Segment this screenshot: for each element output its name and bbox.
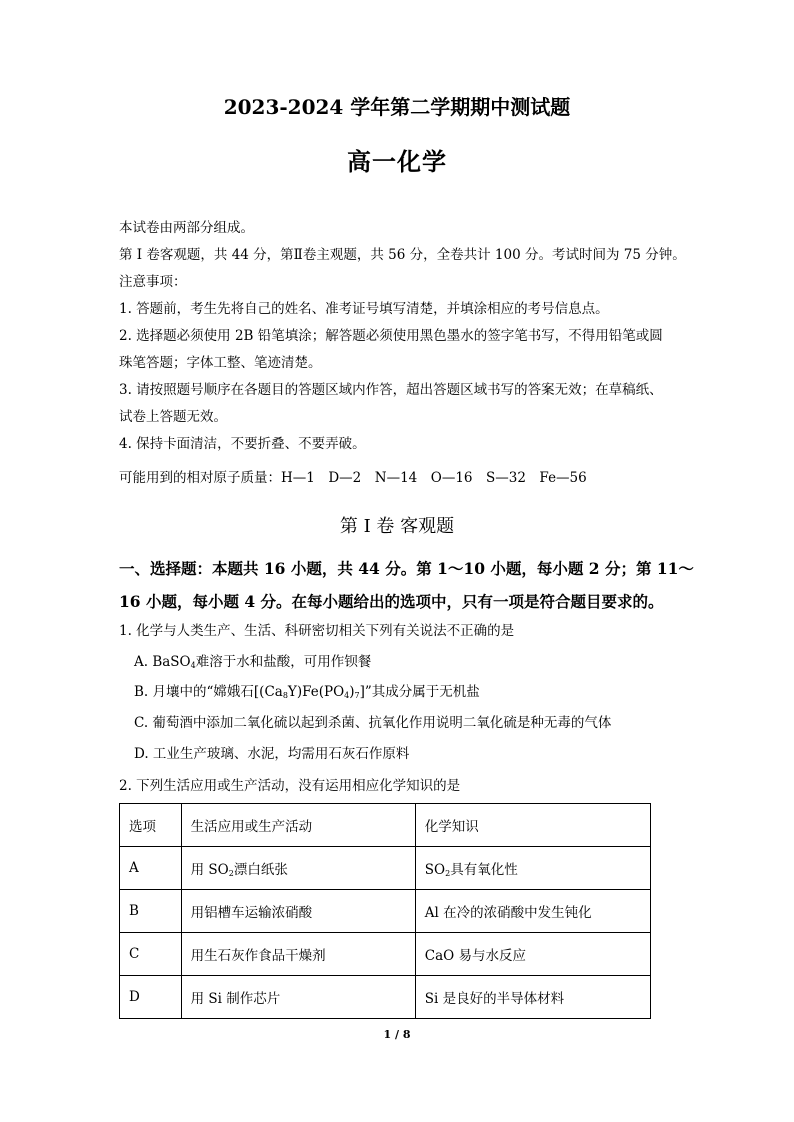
question-1-option-d: D. 工业生产玻璃、水泥，均需用石灰石作原料: [134, 746, 410, 762]
exam-title: 2023-2024 学年第二学期期中测试题: [223, 95, 571, 119]
table-header-row: [120, 804, 651, 847]
option-cell: A: [120, 847, 182, 890]
activity-cell: 用生石灰作食品干燥剂: [181, 933, 415, 976]
activity-cell: 用 $SO_2$漂白纸张: [181, 847, 415, 890]
atomic-masses: 可能用到的相对原子质量：H—1 D—2 N—14 O—16 S—32 Fe—56: [119, 470, 587, 486]
table-row: [120, 847, 651, 890]
question-1-option-b: B. 月壤中的“嫦娥石$[(Ca_8Y)Fe(PO_4)_7]$”其成分属于无机盐: [134, 684, 480, 700]
note-3a: 3. 请按照题号顺序在各题目的答题区域内作答，超出答题区域书写的答案无效；在草稿纸、: [119, 382, 663, 398]
intro-line: 本试卷由两部分组成。: [119, 220, 254, 236]
page-number: 1 / 8: [383, 1028, 411, 1041]
intro-scoring: 第 I 卷客观题，共 44 分，第Ⅱ卷主观题，共 56 分，全卷共计 100 分。考试时间为 75 分钟。: [119, 247, 686, 263]
table-row: [120, 933, 651, 976]
note-2b: 珠笔答题；字体工整、笔迹清楚。: [119, 355, 322, 371]
section-instruction-a: 一、选择题：本题共 16 小题，共 44 分。第 1～10 小题，每小题 2 分；第 11～: [119, 559, 694, 578]
note-4: 4. 保持卡面清洁，不要折叠、不要弄破。: [119, 436, 366, 452]
table-row: [120, 976, 651, 1019]
header-cell-knowledge: 化学知识: [415, 804, 650, 847]
question-2-stem: 2. 下列生活应用或生产活动，没有运用相应化学知识的是: [119, 778, 461, 794]
question-1-option-c: C. 葡萄酒中添加二氧化硫以起到杀菌、抗氧化作用说明二氧化硫是种无毒的气体: [134, 715, 612, 731]
subject-title: 高一化学: [347, 147, 447, 176]
question-1-option-a: A. BaSO$_4$难溶于水和盐酸，可用作钡餐: [134, 654, 372, 670]
note-1: 1. 答题前，考生先将自己的姓名、准考证号填写清楚，并填涂相应的考号信息点。: [119, 301, 609, 317]
knowledge-cell: CaO 易与水反应: [415, 933, 650, 976]
option-cell: C: [120, 933, 182, 976]
notes-heading: 注意事项：: [119, 274, 187, 290]
table-row: [120, 890, 651, 933]
header-cell-option: 选项: [120, 804, 182, 847]
knowledge-cell: $SO_2$具有氧化性: [415, 847, 650, 890]
option-cell: B: [120, 890, 182, 933]
note-3b: 试卷上答题无效。: [119, 409, 227, 425]
section-title: 第 I 卷 客观题: [339, 516, 455, 537]
question-2-table: [119, 803, 651, 1019]
activity-cell: 用 Si 制作芯片: [181, 976, 415, 1019]
question-1-stem: 1. 化学与人类生产、生活、科研密切相关下列有关说法不正确的是: [119, 623, 515, 639]
activity-cell: 用铝槽车运输浓硝酸: [181, 890, 415, 933]
knowledge-cell: Al 在冷的浓硝酸中发生钝化: [415, 890, 650, 933]
header-cell-activity: 生活应用或生产活动: [181, 804, 415, 847]
note-2a: 2. 选择题必须使用 2B 铅笔填涂；解答题必须使用黑色墨水的签字笔书写，不得用铅笔或圆: [119, 328, 663, 344]
knowledge-cell: Si 是良好的半导体材料: [415, 976, 650, 1019]
section-instruction-b: 16 小题，每小题 4 分。在每小题给出的选项中，只有一项是符合题目要求的。: [119, 592, 664, 611]
option-cell: D: [120, 976, 182, 1019]
